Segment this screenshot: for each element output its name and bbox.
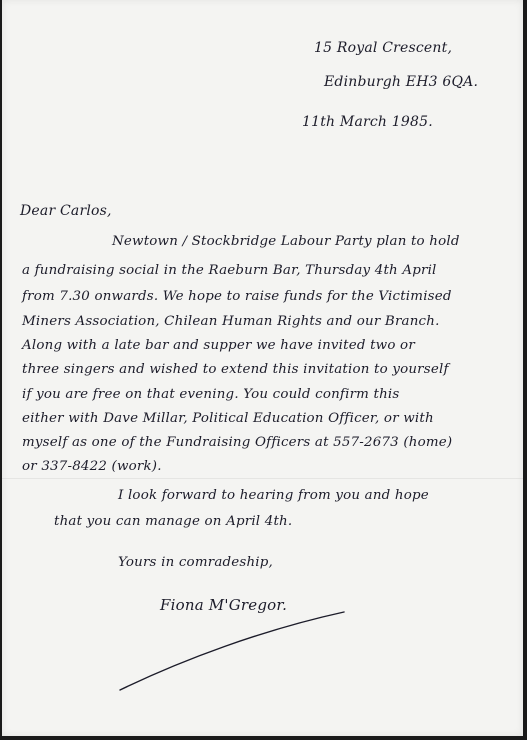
body-line: a fundraising social in the Raeburn Bar, Thursday 4th April: [22, 263, 437, 278]
address-line-2: Edinburgh EH3 6QA.: [324, 74, 479, 90]
body-line: if you are free on that evening. You could confirm this: [22, 387, 400, 402]
letter-date: 11th March 1985.: [302, 114, 433, 130]
signature-flourish: [2, 0, 523, 736]
body-line: I look forward to hearing from you and hope: [118, 488, 429, 503]
body-line: Along with a late bar and supper we have invited two or: [22, 338, 415, 353]
body-line: Miners Association, Chilean Human Rights and our Branch.: [22, 314, 440, 329]
closing: Yours in comradeship,: [118, 555, 274, 570]
body-line: Newtown / Stockbridge Labour Party plan to hold: [112, 234, 460, 249]
letter-sheet: [2, 0, 523, 736]
body-line: or 337-8422 (work).: [22, 459, 162, 474]
body-line: three singers and wished to extend this invitation to yourself: [22, 362, 449, 377]
body-line: from 7.30 onwards. We hope to raise funds for the Victimised: [22, 289, 452, 304]
body-line: either with Dave Millar, Political Education Officer, or with: [22, 411, 434, 426]
body-line: that you can manage on April 4th.: [54, 514, 293, 529]
signature-name: Fiona M'Gregor.: [160, 596, 288, 614]
salutation: Dear Carlos,: [20, 203, 112, 219]
body-line: myself as one of the Fundraising Officers at 557-2673 (home): [22, 435, 453, 450]
address-line-1: 15 Royal Crescent,: [314, 40, 453, 56]
